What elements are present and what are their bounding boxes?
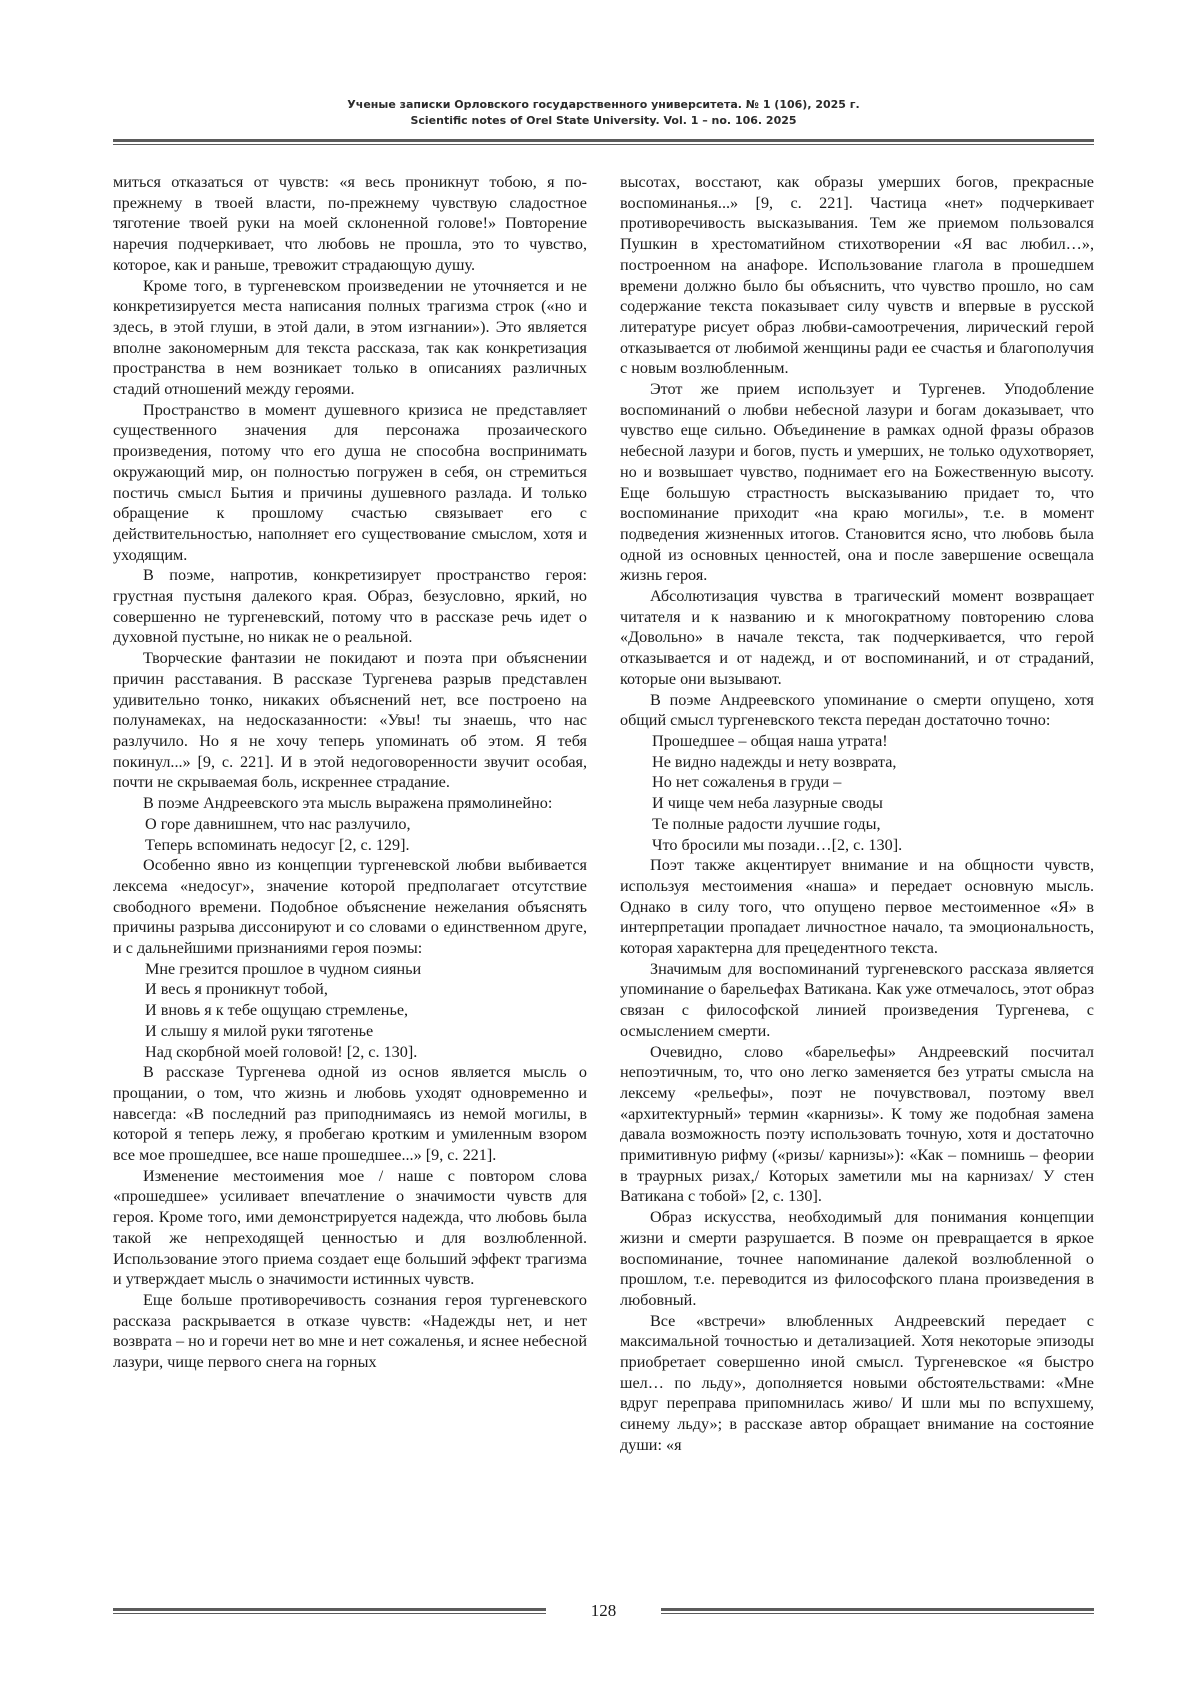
paragraph: Поэт также акцентирует внимание и на общности чувств, используя местоимения «наша» и передает основную мысль. Однако в силу того, что опущено первое местоименное «Я» в интерпретации пропадает личностное начало, та эмоциональность, которая характерна для прецедентного текста. [620, 856, 1094, 958]
paragraph: Изменение местоимения мое / наше с повтором слова «прошедшее» усиливает впечатление о значимости чувств для героя. Кроме того, ими демонстрируется надежда, что любовь была такой же непреходящей ценностью и для возлюбленной. Использование этого приема создает еще больший эффект трагизма и утверждает мысль о значимости истинных чувств. [113, 1166, 587, 1289]
paragraph: Еще больше противоречивость сознания героя тургеневского рассказа раскрывается в отказе чувств: «Надежды нет, и нет возврата – но и горечи нет во мне и нет сожаленья, и яснее небесной лазури, чище первого снега на горных [113, 1290, 587, 1372]
verse-line: О горе давнишнем, что нас разлучило, [145, 814, 411, 833]
verse-line: Что бросили мы позади…[2, с. 130]. [652, 835, 903, 854]
paragraph: В поэме, напротив, конкретизирует пространство героя: грустная пустыня далекого края. Образ, безусловно, яркий, но совершенно не тургеневский, потому что в рассказе речь идет о духовной пустыне, но никак не о реальной. [113, 566, 587, 647]
verse-quote [113, 814, 587, 855]
left-column [113, 172, 587, 1373]
paragraph: Пространство в момент душевного кризиса не представляет существенного значения для персонажа прозаического произведения, потому что его душа не способна воспринимать окружающий мир, он полностью погружен в себя, он стремиться постичь смысл Бытия и причины душевного разлада. И только обращение к прошлому счастью связывает его с действительностью, наполняет его существование смыслом, хотя и уходящим. [113, 400, 587, 564]
verse-line: Мне грезится прошлое в чудном сияньи [145, 959, 422, 978]
verse-line: И весь я проникнут тобой, [145, 980, 328, 999]
paragraph: В поэме Андреевского эта мысль выражена прямолинейно: [143, 794, 553, 813]
paragraph: Значимым для воспоминаний тургеневского рассказа является упоминание о барельефах Ватикана. Как уже отмечалось, этот образ связан с философской линией произведения Тургенева, с осмыслением смерти. [620, 959, 1094, 1040]
page-number: 128 [590, 1601, 617, 1620]
running-header [113, 97, 1094, 129]
paragraph: Этот же прием использует и Тургенев. Уподобление воспоминаний о любви небесной лазури и богам доказывает, что чувство еще сильно. Объединение в рамках одной фразы образов небесной лазури и богов, пусть и умерших, не только одухотворяет, но и возвышает чувство, поднимает его на Божественную высоту. Еще большую страстность высказыванию придает то, что воспоминание приходит «на краю могилы», т.е. в момент подведения жизненных итогов. Становится ясно, что любовь была одной из основных ценностей, она и после завершение освещала жизнь героя. [620, 380, 1094, 585]
paragraph: Образ искусства, необходимый для понимания концепции жизни и смерти разрушается. В поэме он превращается в яркое воспоминание, точнее напоминание далекой возлюбленной о прошлом, т.е. переводится из философского плана произведения в любовный. [620, 1208, 1094, 1309]
right-column [620, 172, 1094, 1456]
verse-quote [620, 731, 1094, 855]
paragraph: Кроме того, в тургеневском произведении не уточняется и не конкретизируется места написания полных трагизма строк («но и здесь, в этой глуши, в этой дали, в этом изгнании»). Это является вполне закономерным для текста рассказа, так как конкретизация пространства в нем возникает только в описаниях различных стадий отношений между героями. [113, 276, 587, 399]
verse-line: И вновь я к тебе ощущаю стремленье, [145, 1001, 409, 1020]
verse-line: Над скорбной моей головой! [2, с. 130]. [145, 1042, 418, 1061]
paragraph: высотах, восстают, как образы умерших богов, прекрасные воспоминанья...» [9, с. 221]. Частица «нет» подчеркивает противоречивость высказывания. Тем же приемом пользовался Пушкин в хрестоматийном стихотворении «Я вас любил…», построенном на анафоре. Использование глагола в прошедшем времени должно было бы объяснить, что чувство прошло, но сам содержание текста показывает силу чувств и впервые в русской литературе рисует образ любви-самоотречения, лирический герой отказывается от любимой женщины ради ее счастья и благополучия с новым возлюбленным. [620, 173, 1094, 378]
page-footer [113, 1601, 1094, 1621]
paragraph: Творческие фантазии не покидают и поэта при объяснении причин расставания. В рассказе Тургенева разрыв представлен удивительно тонко, никаких объяснений нет, все построено на полунамеках, на недосказанности: «Увы! ты знаешь, что нас разлучило. Но я не хочу теперь упоминать об этом. Я тебя покинул...» [9, с. 221]. И в этой недоговоренности звучит особая, почти не скрываемая боль, искреннее страдание. [113, 649, 587, 792]
header-journal-ru: Ученые записки Орловского государственного университета. № 1 (106), 2025 г. [347, 98, 860, 111]
verse-line: Но нет сожаленья в груди – [652, 773, 842, 792]
paragraph: Очевидно, слово «барельефы» Андреевский посчитал непоэтичным, то, что оно легко заменяется без утраты смысла на лексему «рельефы», поэт не почувствовал, поэтому ввел «архитектурный» термин «карнизы». К тому же подобная замена давала возможность поэту использовать точную, хотя и достаточно примитивную рифму («ризы/ карнизы»): «Как – помнишь – феории в траурных ризах,/ Которых заметили мы на карнизах/ У стен Ватикана с тобой» [2, с. 130]. [620, 1042, 1094, 1206]
paragraph: миться отказаться от чувств: «я весь проникнут тобою, я по-прежнему в твоей власти, по-прежнему чувствую сладостное тяготение твоей руки на моей склоненной голове!» Повторение наречия подчеркивает, что любовь не прошла, это то чувство, которое, как и раньше, тревожит страдающую душу. [113, 173, 587, 274]
paragraph: Особенно явно из концепции тургеневской любви выбивается лексема «недосуг», значение которой предполагает отсутствие свободного времени. Подобное объяснение нежелания объяснять причины разрыва диссонируют и со словами о единственном друге, и с дальнейшими признаниями героя поэмы: [113, 856, 587, 958]
header-divider [113, 139, 1094, 145]
paragraph: В рассказе Тургенева одной из основ является мысль о прощании, о том, что жизнь и любовь уходят одновременно и навсегда: «В последний раз приподнимаясь из немой могилы, в которой я теперь лежу, я пробегаю кротким и умиленным взором все мое прошедшее, все наше прошедшее...» [9, с. 221]. [113, 1063, 587, 1165]
verse-line: Не видно надежды и нету возврата, [652, 752, 897, 771]
header-journal-en: Scientific notes of Orel State University. Vol. 1 – no. 106. 2025 [410, 114, 797, 127]
footer-divider-right [661, 1608, 1094, 1614]
verse-line: Те полные радости лучшие годы, [652, 814, 881, 833]
verse-line: Теперь вспоминать недосуг [2, с. 129]. [145, 835, 410, 854]
verse-line: И слышу я милой руки тяготенье [145, 1021, 374, 1040]
verse-line: Прошедшее – общая наша утрата! [652, 731, 888, 750]
paragraph: Абсолютизация чувства в трагический момент возвращает читателя и к названию и к многократному повторению слова «Довольно» в начале текста, так подчеркивается, что герой отказывается и от надежд, и от воспоминаний, и от страданий, которые они вызывают. [620, 587, 1094, 688]
paragraph: Все «встречи» влюбленных Андреевский передает с максимальной точностью и детализацией. Хотя некоторые эпизоды приобретает совершенно иной смысл. Тургеневское «я быстро шел… по льду», дополняется новыми обстоятельствами: «Мне вдруг переправа припомнилась живо/ И шли мы по вспухшему, синему льду»; в рассказе автор обращает внимание на состояние души: «я [620, 1311, 1094, 1454]
paragraph: В поэме Андреевского упоминание о смерти опущено, хотя общий смысл тургеневского текста передан достаточно точно: [620, 690, 1094, 730]
verse-quote [113, 959, 587, 1063]
verse-line: И чище чем неба лазурные своды [652, 794, 883, 813]
